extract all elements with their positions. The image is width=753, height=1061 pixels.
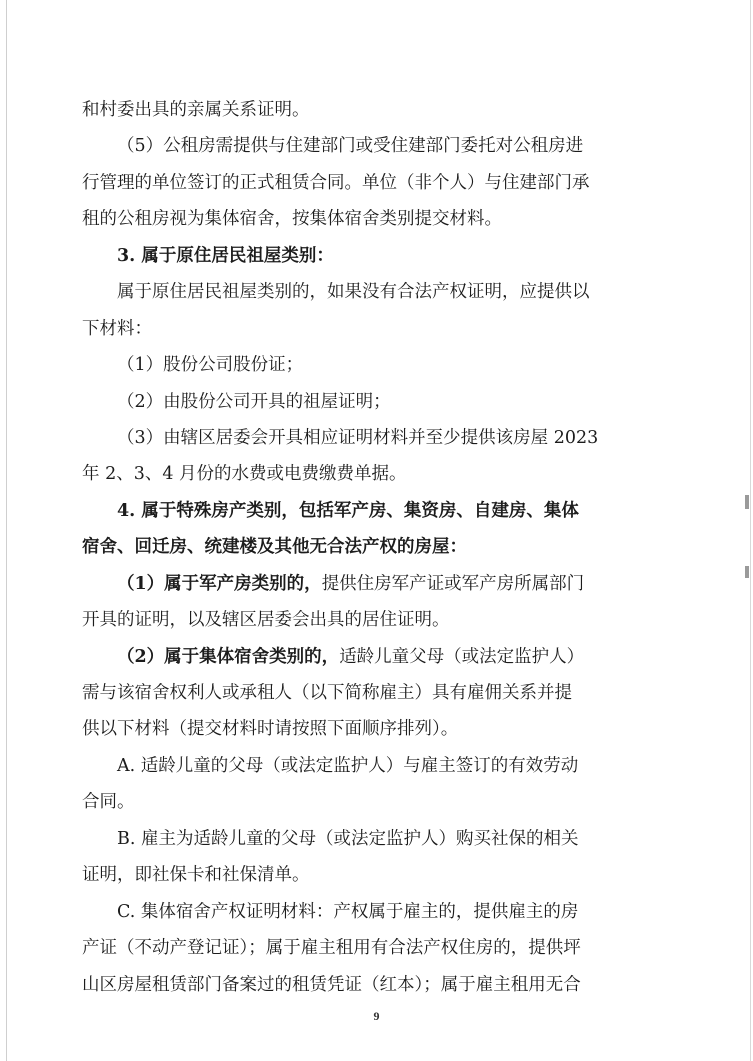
list-item: B. 雇主为适龄儿童的父母（或法定监护人）购买社保的相关: [117, 828, 579, 849]
section-heading: 3. 属于原住居民祖屋类别：: [117, 245, 334, 266]
paragraph-line: 产证（不动产登记证）；属于雇主租用有合法产权住房的，提供坪: [82, 938, 581, 959]
bold-lead: （2）属于集体宿舍类别的，: [117, 646, 340, 667]
paragraph-text: 适龄儿童父母（或法定监护人）: [339, 646, 585, 667]
paragraph-line: 需与该宿舍权利人或承租人（以下简称雇主）具有雇佣关系并提: [82, 683, 572, 703]
section-heading: 4. 属于特殊房产类别，包括军产房、集资房、自建房、集体: [117, 500, 579, 521]
list-item: （3）由辖区居委会开具相应证明材料并至少提供该房屋 2023: [117, 427, 599, 448]
list-item: （2）由股份公司开具的祖屋证明；: [117, 391, 391, 412]
page-edge-right: [750, 0, 751, 1061]
paragraph-line: 开具的证明，以及辖区居委会出具的居住证明。: [82, 610, 450, 631]
paragraph-line: 合同。: [82, 792, 135, 813]
paragraph-line: 山区房屋租赁部门备案过的租赁凭证（红本）；属于雇主租用无合: [82, 974, 581, 995]
paragraph-text: 提供住房军产证或军产房所属部门: [321, 573, 585, 594]
paragraph-line: （5）公租房需提供与住建部门或受住建部门委托对公租房进: [117, 136, 584, 157]
section-heading: 宿舍、回迁房、统建楼及其他无合法产权的房屋：: [82, 537, 467, 558]
bold-lead: （1）属于军产房类别的，: [117, 573, 322, 594]
paragraph-line: 属于原住居民祖屋类别的，如果没有合法产权证明，应提供以: [117, 282, 590, 303]
paragraph-line: 年 2、3、4 月份的水费或电费缴费单据。: [82, 464, 407, 485]
scan-mark: [745, 566, 749, 578]
paragraph-line: [82, 566, 678, 602]
list-item: A. 适龄儿童的父母（或法定监护人）与雇主签订的有效劳动: [117, 755, 579, 776]
page-number: 9: [373, 1009, 380, 1023]
document-body: [82, 92, 678, 1003]
paragraph-line: [82, 639, 678, 675]
scan-mark: [745, 495, 749, 509]
paragraph-line: 租的公租房视为集体宿舍，按集体宿舍类别提交材料。: [82, 209, 502, 230]
page-edge-left: [6, 0, 7, 1061]
paragraph-line: 行管理的单位签订的正式租赁合同。单位（非个人）与住建部门承: [82, 172, 590, 193]
paragraph-line: 下材料：: [82, 318, 152, 339]
paragraph-line: 供以下材料（提交材料时请按照下面顺序排列）。: [82, 719, 459, 740]
list-item: （1）股份公司股份证；: [117, 355, 304, 376]
paragraph-line: 和村委出具的亲属关系证明。: [82, 100, 310, 120]
list-item: C. 集体宿舍产权证明材料：产权属于雇主的，提供雇主的房: [117, 901, 579, 922]
paragraph-line: 证明，即社保卡和社保清单。: [82, 865, 310, 886]
